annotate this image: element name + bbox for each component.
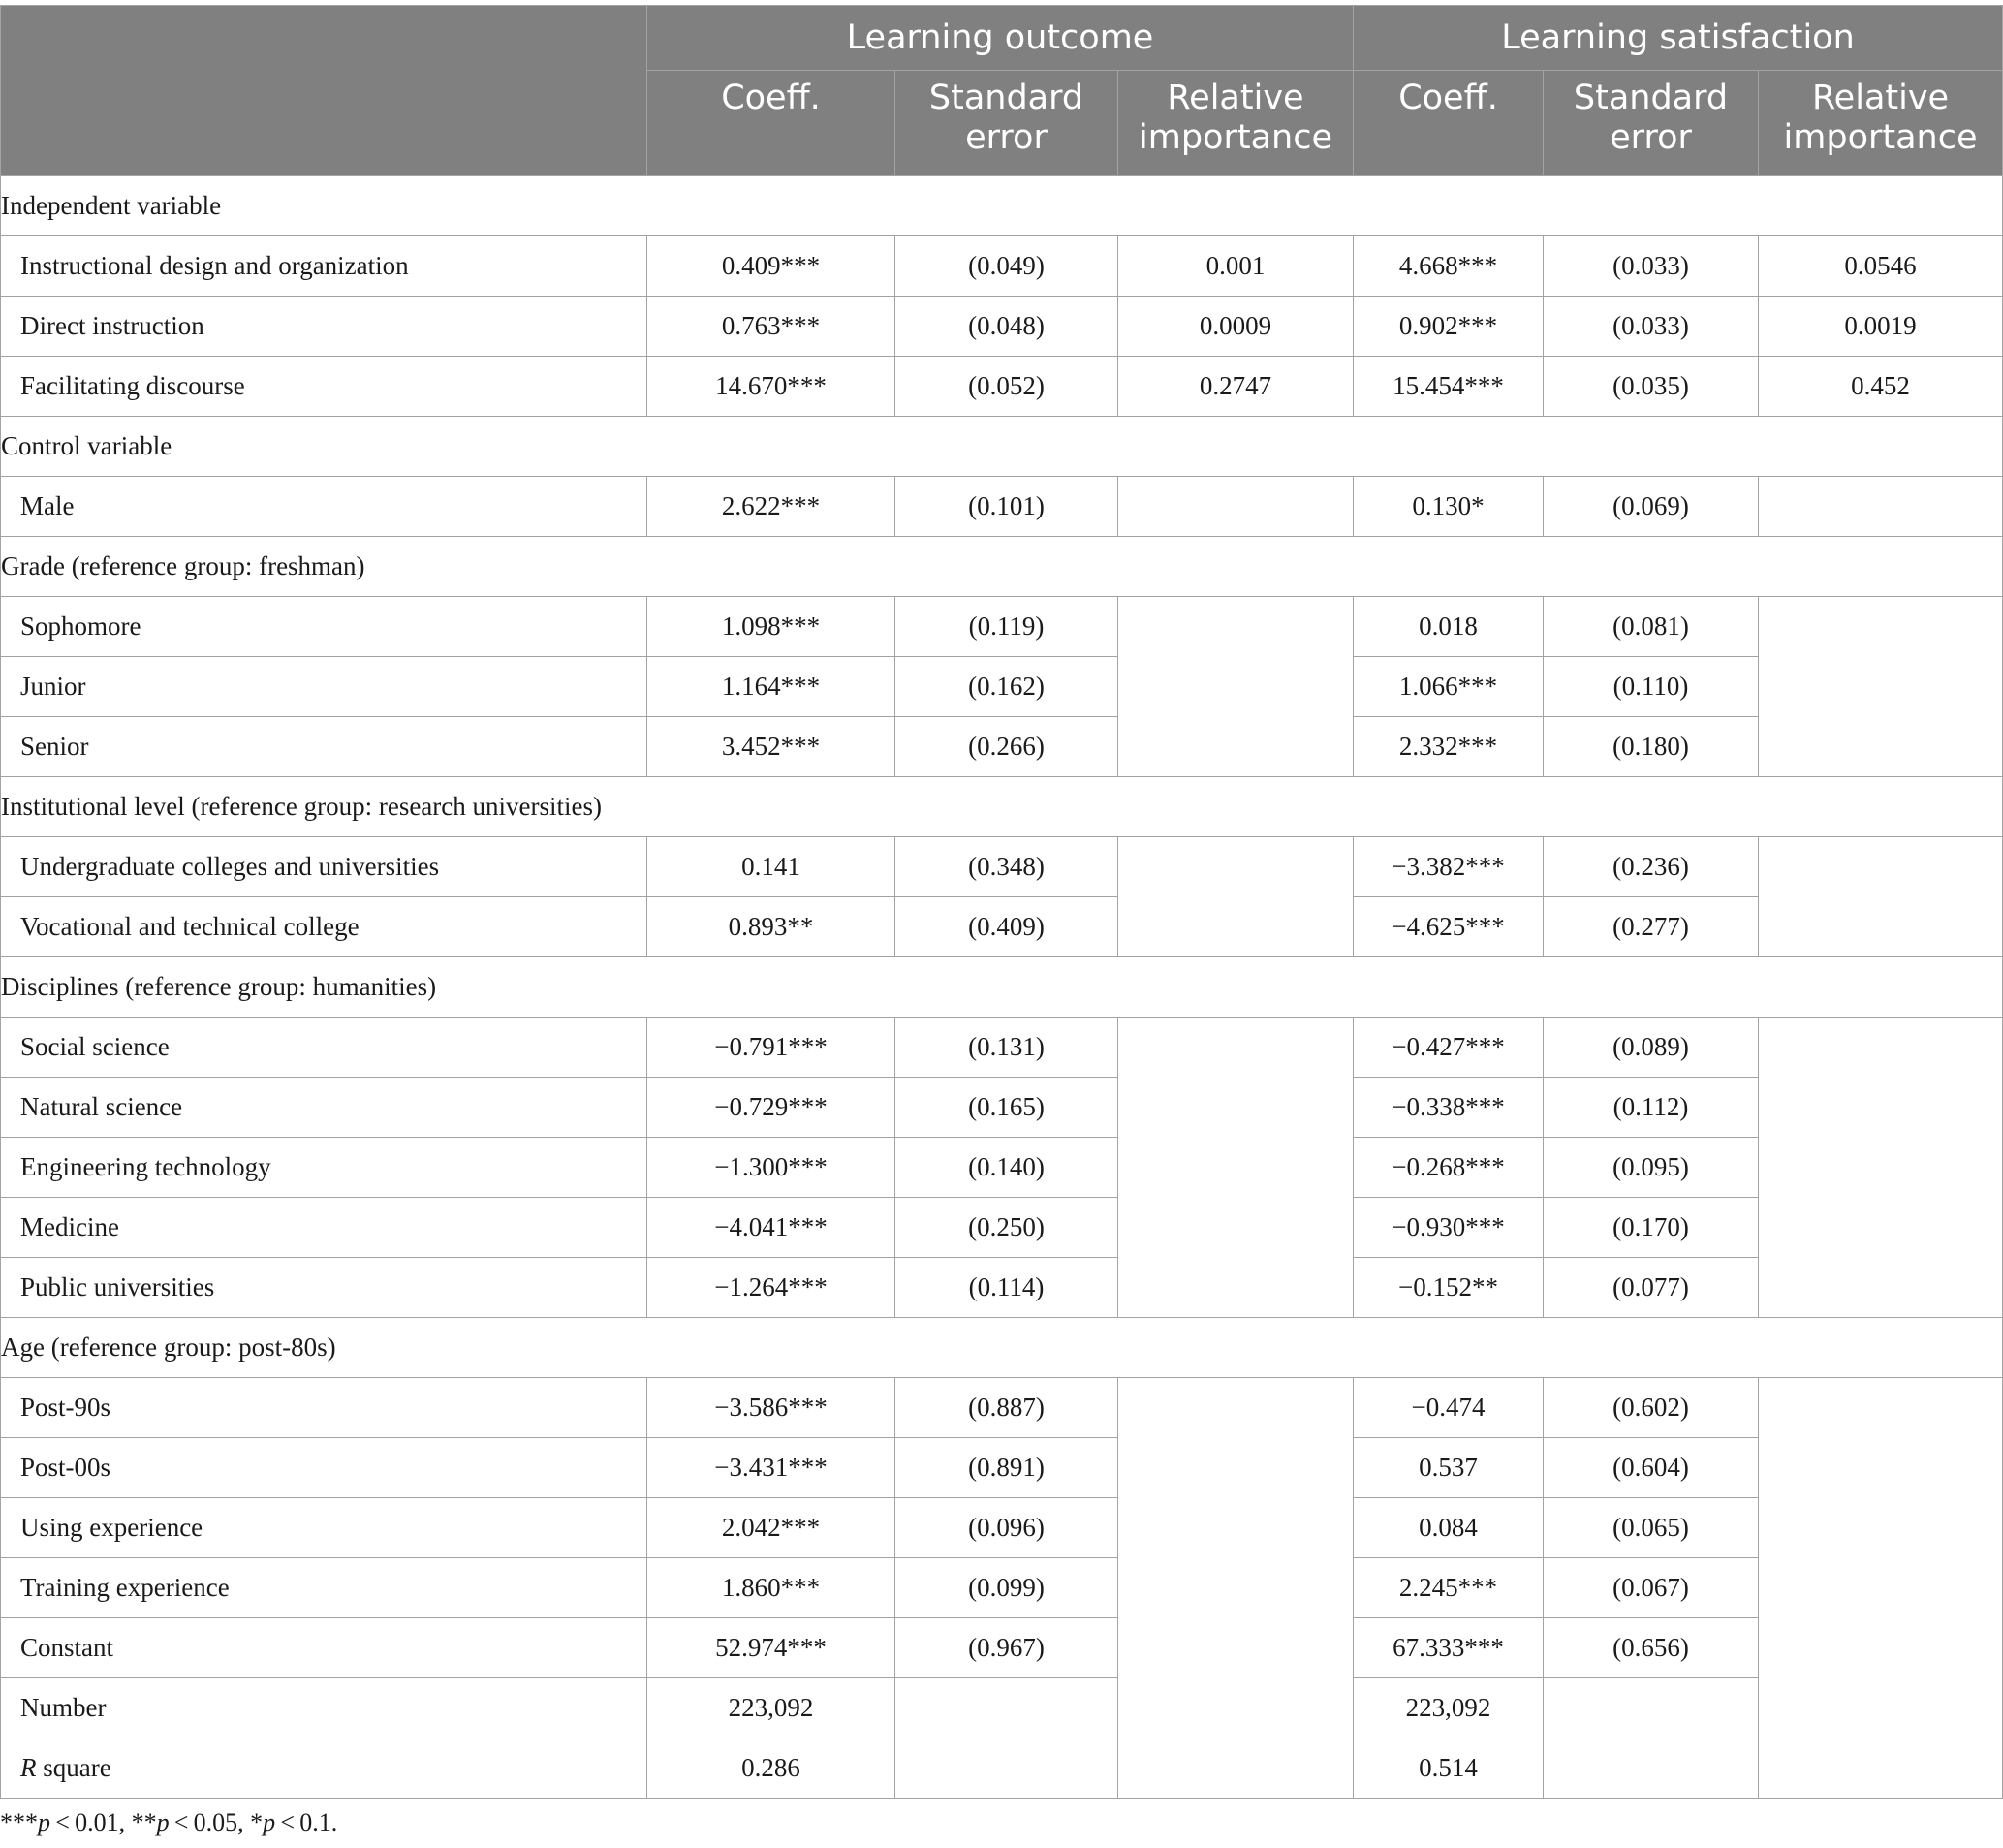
lo-coeff-cell: 0.893** (647, 897, 895, 957)
ls-se-cell: (0.067) (1544, 1558, 1759, 1618)
row-label: Sophomore (1, 597, 647, 657)
section-control-variable: Control variable (1, 417, 2003, 477)
ls-coeff-cell: 0.130* (1354, 477, 1544, 537)
row-label: Post-00s (1, 1438, 647, 1498)
table-row (1, 1438, 2003, 1498)
row-label: Public universities (1, 1258, 647, 1318)
section-grade: Grade (reference group: freshman) (1, 537, 2003, 597)
section-row (1, 1318, 2003, 1378)
lo-se-cell: (0.266) (895, 717, 1118, 777)
table-row (1, 897, 2003, 957)
ls-se-cell: (0.180) (1544, 717, 1759, 777)
ls-ri-empty-cell (1759, 597, 2003, 777)
ls-ri-empty-cell (1759, 1018, 2003, 1318)
lo-coeff-cell: 3.452*** (647, 717, 895, 777)
row-label: Junior (1, 657, 647, 717)
header-learning-satisfaction: Learning satisfaction (1354, 6, 2003, 71)
lo-coeff-cell: −3.431*** (647, 1438, 895, 1498)
section-row (1, 957, 2003, 1018)
table-row (1, 1498, 2003, 1558)
lo-se-cell: (0.140) (895, 1138, 1118, 1198)
ls-coeff-cell: 1.066*** (1354, 657, 1544, 717)
row-label (1, 1738, 647, 1799)
table-row (1, 1558, 2003, 1618)
lo-se-cell: (0.049) (895, 236, 1118, 297)
row-label: Vocational and technical college (1, 897, 647, 957)
ls-ri-cell: 0.0546 (1759, 236, 2003, 297)
ls-coeff-cell: 0.537 (1354, 1438, 1544, 1498)
header-blank-cell (1, 6, 647, 176)
table-row (1, 1198, 2003, 1258)
table-header (1, 6, 2003, 176)
row-label: Medicine (1, 1198, 647, 1258)
table-row (1, 657, 2003, 717)
section-row (1, 537, 2003, 597)
row-label: Direct instruction (1, 297, 647, 357)
header-ls-standard-error: Standard error (1544, 71, 1759, 176)
section-independent-variable: Independent variable (1, 176, 2003, 236)
lo-ri-empty-cell (1118, 477, 1354, 537)
lo-se-empty-cell (895, 1678, 1118, 1799)
ls-se-cell: (0.033) (1544, 297, 1759, 357)
ls-se-cell: (0.110) (1544, 657, 1759, 717)
lo-se-cell: (0.052) (895, 357, 1118, 417)
table-row (1, 597, 2003, 657)
ls-se-cell: (0.656) (1544, 1618, 1759, 1678)
ls-coeff-cell: −3.382*** (1354, 837, 1544, 897)
table-row (1, 1138, 2003, 1198)
section-row (1, 777, 2003, 837)
row-label: Post-90s (1, 1378, 647, 1438)
lo-se-cell: (0.409) (895, 897, 1118, 957)
lo-se-cell: (0.114) (895, 1258, 1118, 1318)
lo-se-cell: (0.131) (895, 1018, 1118, 1078)
lo-se-cell: (0.162) (895, 657, 1118, 717)
r-symbol: R (20, 1753, 37, 1782)
lo-coeff-cell: 52.974*** (647, 1618, 895, 1678)
lo-ri-cell: 0.2747 (1118, 357, 1354, 417)
lo-se-cell: (0.887) (895, 1378, 1118, 1438)
lo-se-cell: (0.165) (895, 1078, 1118, 1138)
lo-coeff-cell: 14.670*** (647, 357, 895, 417)
lo-coeff-cell: 0.286 (647, 1738, 895, 1799)
row-label: Using experience (1, 1498, 647, 1558)
lo-coeff-cell: −1.300*** (647, 1138, 895, 1198)
table-row (1, 236, 2003, 297)
table-row (1, 1078, 2003, 1138)
ls-coeff-cell: 0.902*** (1354, 297, 1544, 357)
ls-coeff-cell: 2.245*** (1354, 1558, 1544, 1618)
header-lo-coeff: Coeff. (647, 71, 895, 176)
ls-coeff-cell: 4.668*** (1354, 236, 1544, 297)
table-row (1, 1678, 2003, 1738)
row-label: Natural science (1, 1078, 647, 1138)
row-label: Senior (1, 717, 647, 777)
lo-coeff-cell: 2.622*** (647, 477, 895, 537)
header-lo-standard-error: Standard error (895, 71, 1118, 176)
ls-se-cell: (0.081) (1544, 597, 1759, 657)
section-age: Age (reference group: post-80s) (1, 1318, 2003, 1378)
row-label: Training experience (1, 1558, 647, 1618)
section-row (1, 417, 2003, 477)
lo-se-cell: (0.250) (895, 1198, 1118, 1258)
ls-se-cell: (0.112) (1544, 1078, 1759, 1138)
lo-se-cell: (0.348) (895, 837, 1118, 897)
r-square-text: square (36, 1753, 111, 1782)
lo-ri-empty-cell (1118, 1378, 1354, 1799)
table-row (1, 357, 2003, 417)
ls-se-cell: (0.095) (1544, 1138, 1759, 1198)
ls-coeff-cell: 67.333*** (1354, 1618, 1544, 1678)
ls-coeff-cell: −0.930*** (1354, 1198, 1544, 1258)
ls-coeff-cell: 0.514 (1354, 1738, 1544, 1799)
lo-coeff-cell: 0.763*** (647, 297, 895, 357)
header-ls-relative-importance: Relative importance (1759, 71, 2003, 176)
ls-se-cell: (0.077) (1544, 1258, 1759, 1318)
table-row (1, 1378, 2003, 1438)
lo-coeff-cell: 0.409*** (647, 236, 895, 297)
ls-se-cell: (0.602) (1544, 1378, 1759, 1438)
regression-table (0, 5, 2003, 1799)
ls-coeff-cell: −0.268*** (1354, 1138, 1544, 1198)
header-learning-outcome: Learning outcome (647, 6, 1354, 71)
ls-coeff-cell: −0.474 (1354, 1378, 1544, 1438)
ls-se-cell: (0.065) (1544, 1498, 1759, 1558)
lo-coeff-cell: 1.860*** (647, 1558, 895, 1618)
row-label: Constant (1, 1618, 647, 1678)
lo-ri-empty-cell (1118, 837, 1354, 957)
table-row (1, 717, 2003, 777)
section-institutional-level: Institutional level (reference group: research universities) (1, 777, 2003, 837)
ls-coeff-cell: 2.332*** (1354, 717, 1544, 777)
table-row (1, 297, 2003, 357)
ls-coeff-cell: 0.018 (1354, 597, 1544, 657)
table-row (1, 1618, 2003, 1678)
footnote: ***p < 0.01, **p < 0.05, *p < 0.1. (0, 1808, 338, 1836)
ls-coeff-cell: −0.338*** (1354, 1078, 1544, 1138)
ls-se-cell: (0.069) (1544, 477, 1759, 537)
ls-se-empty-cell (1544, 1678, 1759, 1799)
lo-se-cell: (0.096) (895, 1498, 1118, 1558)
lo-se-cell: (0.891) (895, 1438, 1118, 1498)
ls-se-cell: (0.604) (1544, 1438, 1759, 1498)
lo-se-cell: (0.119) (895, 597, 1118, 657)
lo-ri-cell: 0.001 (1118, 236, 1354, 297)
ls-coeff-cell: 0.084 (1354, 1498, 1544, 1558)
section-disciplines: Disciplines (reference group: humanities) (1, 957, 2003, 1018)
row-label: Undergraduate colleges and universities (1, 837, 647, 897)
ls-se-cell: (0.236) (1544, 837, 1759, 897)
ls-ri-empty-cell (1759, 837, 2003, 957)
row-label: Social science (1, 1018, 647, 1078)
ls-coeff-cell: 15.454*** (1354, 357, 1544, 417)
row-label: Number (1, 1678, 647, 1738)
ls-se-cell: (0.277) (1544, 897, 1759, 957)
table-row (1, 1258, 2003, 1318)
lo-coeff-cell: −4.041*** (647, 1198, 895, 1258)
lo-coeff-cell: 1.164*** (647, 657, 895, 717)
ls-ri-cell: 0.452 (1759, 357, 2003, 417)
header-lo-relative-importance: Relative importance (1118, 71, 1354, 176)
lo-coeff-cell: −3.586*** (647, 1378, 895, 1438)
row-label: Engineering technology (1, 1138, 647, 1198)
ls-se-cell: (0.033) (1544, 236, 1759, 297)
lo-coeff-cell: 0.141 (647, 837, 895, 897)
ls-ri-empty-cell (1759, 1378, 2003, 1799)
row-label: Male (1, 477, 647, 537)
lo-ri-cell: 0.0009 (1118, 297, 1354, 357)
row-label: Facilitating discourse (1, 357, 647, 417)
ls-coeff-cell: −0.427*** (1354, 1018, 1544, 1078)
lo-coeff-cell: −1.264*** (647, 1258, 895, 1318)
lo-coeff-cell: 2.042*** (647, 1498, 895, 1558)
section-row (1, 176, 2003, 236)
lo-coeff-cell: −0.791*** (647, 1018, 895, 1078)
lo-se-cell: (0.048) (895, 297, 1118, 357)
table-row (1, 837, 2003, 897)
ls-ri-empty-cell (1759, 477, 2003, 537)
row-label: Instructional design and organization (1, 236, 647, 297)
lo-coeff-cell: 223,092 (647, 1678, 895, 1738)
lo-ri-empty-cell (1118, 597, 1354, 777)
lo-coeff-cell: 1.098*** (647, 597, 895, 657)
table-row (1, 1018, 2003, 1078)
lo-se-cell: (0.967) (895, 1618, 1118, 1678)
ls-coeff-cell: 223,092 (1354, 1678, 1544, 1738)
table-row (1, 477, 2003, 537)
ls-coeff-cell: −4.625*** (1354, 897, 1544, 957)
lo-se-cell: (0.101) (895, 477, 1118, 537)
lo-ri-empty-cell (1118, 1018, 1354, 1318)
lo-se-cell: (0.099) (895, 1558, 1118, 1618)
ls-coeff-cell: −0.152** (1354, 1258, 1544, 1318)
header-ls-coeff: Coeff. (1354, 71, 1544, 176)
lo-coeff-cell: −0.729*** (647, 1078, 895, 1138)
ls-se-cell: (0.170) (1544, 1198, 1759, 1258)
ls-ri-cell: 0.0019 (1759, 297, 2003, 357)
ls-se-cell: (0.035) (1544, 357, 1759, 417)
ls-se-cell: (0.089) (1544, 1018, 1759, 1078)
